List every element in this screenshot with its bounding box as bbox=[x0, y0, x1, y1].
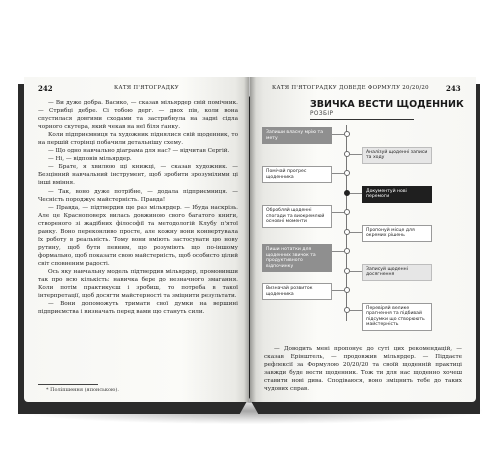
right-running-head: КАТЯ П'ЯТОГРАДКУ ДОВЕДЕ ФОРМУЛУ 20/20/20 bbox=[272, 85, 429, 91]
right-page bbox=[250, 77, 476, 402]
timeline-node bbox=[344, 151, 350, 157]
figure-subtitle: РОЗБІР bbox=[310, 111, 334, 117]
timeline-item: Обробляй щоденні спогади та виокремлюй основні моменти bbox=[262, 205, 332, 228]
figure-title: ЗВИЧКА ВЕСТИ ЩОДЕННИК bbox=[310, 99, 464, 110]
timeline-connector bbox=[332, 212, 344, 213]
left-page-number: 242 bbox=[38, 84, 53, 93]
timeline-connector bbox=[350, 193, 362, 194]
timeline-item: Аналізуй щоденні записи та ходу bbox=[362, 147, 432, 164]
timeline-node bbox=[344, 170, 350, 176]
timeline-node bbox=[344, 287, 350, 293]
figure-rule bbox=[310, 119, 414, 120]
paragraph: — Брате, я хвилюю щі книжці, — сказав художник. — Безцінний навчальний інструмент, щоб зробити зрозумілими ці інші вміння. bbox=[38, 164, 238, 187]
timeline-connector bbox=[350, 154, 362, 155]
footnote: * Поліпшення (японською). bbox=[46, 387, 119, 393]
left-running-head: КАТЯ П'ЯТОГРАДКУ bbox=[114, 85, 179, 91]
paragraph: — Так, воно дуже потрібне, — додала підприємниця. — Чесність породжує майстерність. Правда! bbox=[38, 188, 238, 203]
paragraph: — Правда, — підтвердив ще раз мільярдер. — Ібуда наскрізь. Але це Красноповерх вилась довжиною свого багатого книги, створеного зі жадібних філософії та методологій Клубу п'ятої ранку. Воно переконливо просте, але кожну вони конвертувала їх роботу в реальність. Тому вони вміють застосувати цю нову рутину, щоб бути певним, що розуміють що по-іншому формально, щоб показати свою майстерність, щоб особисто цілий світ сповненим радості. bbox=[38, 204, 238, 267]
timeline-item: Записуй щоденні досягнення bbox=[362, 264, 432, 281]
timeline-node bbox=[344, 307, 350, 313]
timeline-connector bbox=[350, 271, 362, 272]
paragraph: — Вони допоможуть тримати свої думки на вершині підприємства і визначать перед вами що стануть сили. bbox=[38, 301, 238, 316]
timeline-connector bbox=[332, 290, 344, 291]
paragraph: Коли підприємниця та художник піднялися свій щоденник, то на першій сторінці побачили детальнішу схему. bbox=[38, 132, 238, 147]
timeline-node bbox=[344, 229, 350, 235]
timeline-connector bbox=[350, 310, 362, 311]
timeline-connector bbox=[332, 173, 344, 174]
footnote-rule bbox=[38, 384, 98, 385]
timeline-item: Помічай прогрес щоденника bbox=[262, 166, 332, 183]
timeline-item: Визначай розвиток щоденника bbox=[262, 283, 332, 300]
paragraph: — Ні, — відповів мільярдер. bbox=[48, 156, 132, 163]
timeline-connector bbox=[332, 134, 344, 135]
timeline-connector bbox=[332, 251, 344, 252]
timeline-node bbox=[344, 209, 350, 215]
timeline-item: Пропонуй місце для окремих рішень bbox=[362, 225, 432, 242]
timeline-node bbox=[344, 131, 350, 137]
timeline-node bbox=[344, 268, 350, 274]
left-body-text bbox=[38, 99, 238, 316]
timeline-item: Запиши власну мрію та мету bbox=[262, 127, 332, 144]
left-page bbox=[24, 77, 249, 402]
paragraph: — Ви дуже добра. Васико, — сказав мільярдер свій помічник. — Стрибці дебре. Ci тобою дерг. — двох пів, коли вона спустилася довгими сходами та застрибнула на задні сідла чорного скутера, який чекав на неї біля ґанку. bbox=[38, 100, 238, 131]
timeline-node bbox=[344, 190, 350, 196]
timeline-node bbox=[344, 248, 350, 254]
paragraph: — Що одно навчально діаграма для нас? — відчитав Сергій. bbox=[48, 148, 230, 155]
timeline-item: Документуй нові перемоги bbox=[362, 186, 432, 203]
timeline-connector bbox=[350, 232, 362, 233]
timeline-item: Перевіряй велике прагнення та підбивай підсумки що створюють майстерність bbox=[362, 303, 432, 331]
right-page-number: 243 bbox=[446, 84, 461, 93]
paragraph: Ось яку навчальну модель підтвердив мільярдер, промовивши так про всю кількість: навичка бере до незначного змагання. Коли потім практикуєш і зробиш, то потреба в такої інтерпретації, щоб досягти майстерності та зміцнити результати. bbox=[38, 268, 238, 300]
right-body-text bbox=[264, 345, 462, 393]
book-gutter bbox=[244, 77, 256, 403]
paragraph: — Доводить мені пропонує до суті цих рекомендацій, — сказав Ерінштель, — продовжив мільярдер. — Піддаєте рефлексії за Формулою 20/20/20 та своїй щоденній практиці завжди буде вести щоденник. Тож ти для нас щоденно хочеш ставити нові дива. Сподіваюся, воно зміцнить тебе до таких чудових справ. bbox=[264, 346, 462, 393]
timeline-item: Пиши нотатки для щоденних звичок та продуктивного відпочинку bbox=[262, 244, 332, 272]
